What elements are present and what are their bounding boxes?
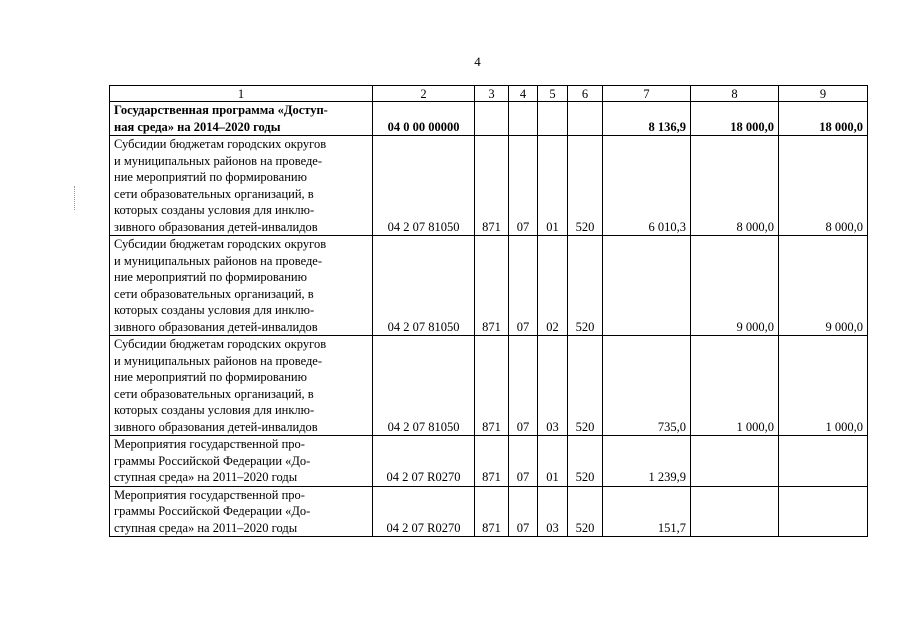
amount-cell: 8 000,0 [779,136,868,236]
subsection-cell [538,102,568,136]
amount-cell: 8 000,0 [691,136,779,236]
budget-code-cell: 871 [475,486,509,537]
description-line: которых созданы условия для инклю- [114,403,315,417]
expense-type-cell: 520 [568,486,603,537]
column-header: 7 [603,86,691,102]
row-description [110,336,373,436]
description-line: сети образовательных организаций, в [114,386,314,401]
row-description [110,236,373,336]
description-line: Государственная программа «Доступ- [114,103,328,117]
amount-cell: 18 000,0 [691,102,779,136]
budget-code-cell: 871 [475,336,509,436]
description-line: которых созданы условия для инклю- [114,303,315,317]
subsection-cell: 03 [538,486,568,537]
table-row [110,336,868,436]
margin-mark [74,186,77,210]
amount-cell: 18 000,0 [779,102,868,136]
section-cell [509,102,538,136]
column-header: 4 [509,86,538,102]
classification-code: 04 2 07 81050 [373,136,475,236]
column-header: 6 [568,86,603,102]
amount-cell [691,486,779,537]
description-line: сети образовательных организаций, в [114,186,314,201]
amount-cell: 9 000,0 [779,236,868,336]
description-line: зивного образования детей-инвалидов [114,319,318,334]
amount-cell: 151,7 [603,486,691,537]
classification-code: 04 2 07 81050 [373,336,475,436]
description-line: ная среда» на 2014–2020 годы [114,119,281,134]
amount-cell: 735,0 [603,336,691,436]
description-line: ступная среда» на 2011–2020 годы [114,470,298,484]
description-line: зивного образования детей-инвалидов [114,219,318,234]
table-header-row [110,86,868,102]
amount-cell: 1 239,9 [603,436,691,487]
description-line: и муниципальных районов на проведе- [114,153,323,168]
subsection-cell: 03 [538,336,568,436]
description-line: сети образовательных организаций, в [114,286,314,301]
description-line: ние мероприятий по формированию [114,270,307,284]
description-line: которых созданы условия для инклю- [114,203,315,217]
subsection-cell: 01 [538,136,568,236]
amount-cell: 9 000,0 [691,236,779,336]
amount-cell [603,236,691,336]
description-line: ступная среда» на 2011–2020 годы [114,520,298,535]
budget-code-cell: 871 [475,436,509,487]
subsection-cell: 02 [538,236,568,336]
column-header: 1 [110,86,373,102]
column-header: 8 [691,86,779,102]
description-line: и муниципальных районов на проведе- [114,353,323,368]
column-header: 5 [538,86,568,102]
section-cell: 07 [509,436,538,487]
amount-cell: 1 000,0 [691,336,779,436]
description-line: Мероприятия государственной про- [114,437,305,451]
expense-type-cell: 520 [568,336,603,436]
section-cell: 07 [509,236,538,336]
description-line: зивного образования детей-инвалидов [114,419,318,434]
description-line: Субсидии бюджетам городских округов [114,237,327,251]
section-cell: 07 [509,136,538,236]
description-line: граммы Российской Федерации «До- [114,504,311,518]
row-description [110,136,373,236]
expense-type-cell [568,102,603,136]
subsection-cell: 01 [538,436,568,487]
expense-type-cell: 520 [568,136,603,236]
table-row [110,236,868,336]
row-description [110,102,373,136]
table-row [110,136,868,236]
classification-code: 04 0 00 00000 [373,102,475,136]
section-cell: 07 [509,486,538,537]
amount-cell [779,436,868,487]
budget-code-cell: 871 [475,236,509,336]
row-description [110,436,373,487]
description-line: Мероприятия государственной про- [114,487,305,502]
classification-code: 04 2 07 R0270 [373,486,475,537]
section-cell: 07 [509,336,538,436]
amount-cell: 6 010,3 [603,136,691,236]
amount-cell: 1 000,0 [779,336,868,436]
table-row [110,102,868,136]
expense-type-cell: 520 [568,436,603,487]
description-line: Субсидии бюджетам городских округов [114,137,327,151]
description-line: ние мероприятий по формированию [114,170,307,184]
amount-cell [691,436,779,487]
classification-code: 04 2 07 81050 [373,236,475,336]
table-row [110,436,868,487]
column-header: 3 [475,86,509,102]
page-number: 4 [474,54,481,69]
expense-type-cell: 520 [568,236,603,336]
budget-code-cell: 871 [475,136,509,236]
description-line: и муниципальных районов на проведе- [114,253,323,268]
budget-table [109,85,868,537]
column-header: 2 [373,86,475,102]
row-description [110,486,373,537]
description-line: граммы Российской Федерации «До- [114,453,311,468]
description-line: Субсидии бюджетам городских округов [114,337,327,351]
table-body [110,86,868,537]
table-row [110,486,868,537]
description-line: ние мероприятий по формированию [114,370,307,384]
column-header: 9 [779,86,868,102]
classification-code: 04 2 07 R0270 [373,436,475,487]
amount-cell: 8 136,9 [603,102,691,136]
amount-cell [779,486,868,537]
budget-code-cell [475,102,509,136]
